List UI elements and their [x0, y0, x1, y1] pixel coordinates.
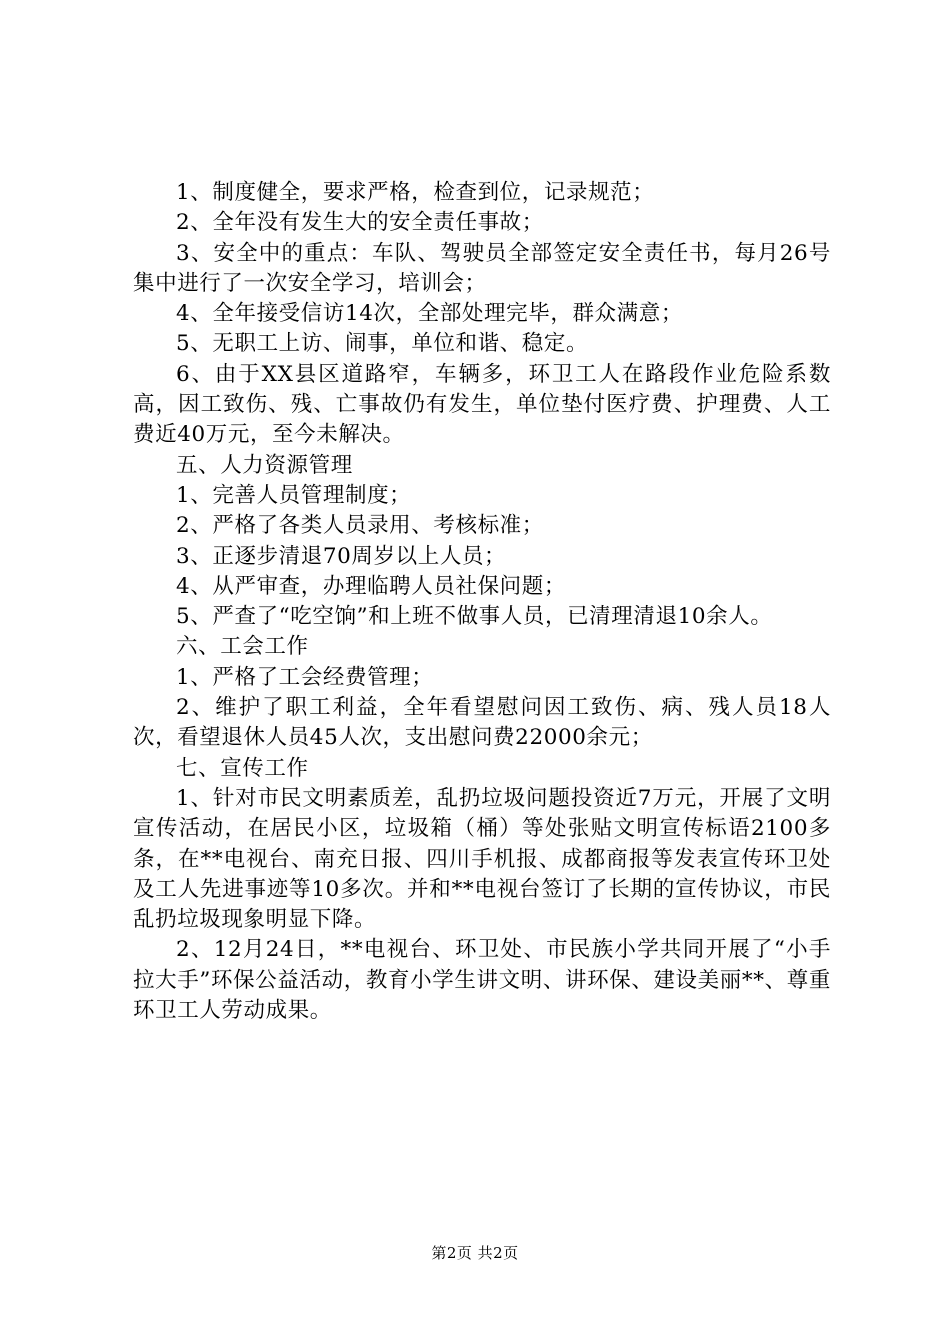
paragraph-safety-1: 1、制度健全，要求严格，检查到位，记录规范； — [176, 180, 655, 205]
paragraph-safety-6: 6、由于XX县区道路窄，车辆多，环卫工人在路段作业危险系数高，因工致伤、残、亡事故仍有发生，单位垫付医疗费、护理费、人工费近40万元，至今未解决。 — [133, 361, 831, 448]
paragraph-safety-3: 3、安全中的重点：车队、驾驶员全部签定安全责任书，每月26号集中进行了一次安全学习，培训会； — [133, 240, 831, 296]
section-heading-union: 六、工会工作 — [176, 634, 309, 660]
section-heading-hr: 五、人力资源管理 — [176, 452, 353, 478]
paragraph-hr-4: 4、从严审查，办理临聘人员社保问题； — [176, 573, 566, 599]
page-footer — [0, 1243, 950, 1263]
paragraph-union-1: 1、严格了工会经费管理； — [176, 664, 434, 690]
page-number: 第2页 共2页 — [431, 1244, 519, 1262]
paragraph-hr-3: 3、正逐步清退70周岁以上人员； — [176, 543, 507, 569]
paragraph-safety-5: 5、无职工上访、闹事，单位和谐、稳定。 — [176, 331, 589, 357]
paragraph-hr-2: 2、严格了各类人员录用、考核标准； — [176, 513, 544, 539]
paragraph-safety-4: 4、全年接受信访14次，全部处理完毕，群众满意； — [176, 301, 683, 327]
paragraph-safety-2: 2、全年没有发生大的安全责任事故； — [176, 210, 544, 236]
paragraph-hr-1: 1、完善人员管理制度； — [176, 482, 412, 508]
paragraph-publicity-1: 1、针对市民文明素质差，乱扔垃圾问题投资近7万元，开展了文明宣传活动，在居民小区，垃圾箱（桶）等处张贴文明宣传标语2100多条，在**电视台、南充日报、四川手机报、成都商报等发表宣传环卫处及工人先进事迹等10多次。并和**电视台签订了长期的宣传协议，市民乱扔垃圾现象明显下降。 — [133, 785, 831, 933]
section-heading-publicity: 七、宣传工作 — [176, 755, 309, 781]
paragraph-hr-5: 5、严查了“吃空饷”和上班不做事人员，已清理清退10余人。 — [176, 604, 773, 630]
document-body — [133, 178, 831, 1026]
paragraph-union-2: 2、维护了职工利益，全年看望慰问因工致伤、病、残人员18人次，看望退休人员45人次，支出慰问费22000余元； — [133, 695, 831, 751]
paragraph-publicity-2: 2、12月24日，**电视台、环卫处、市民族小学共同开展了“小手拉大手”环保公益活动，教育小学生讲文明、讲环保、建设美丽**、尊重环卫工人劳动成果。 — [133, 937, 831, 1024]
